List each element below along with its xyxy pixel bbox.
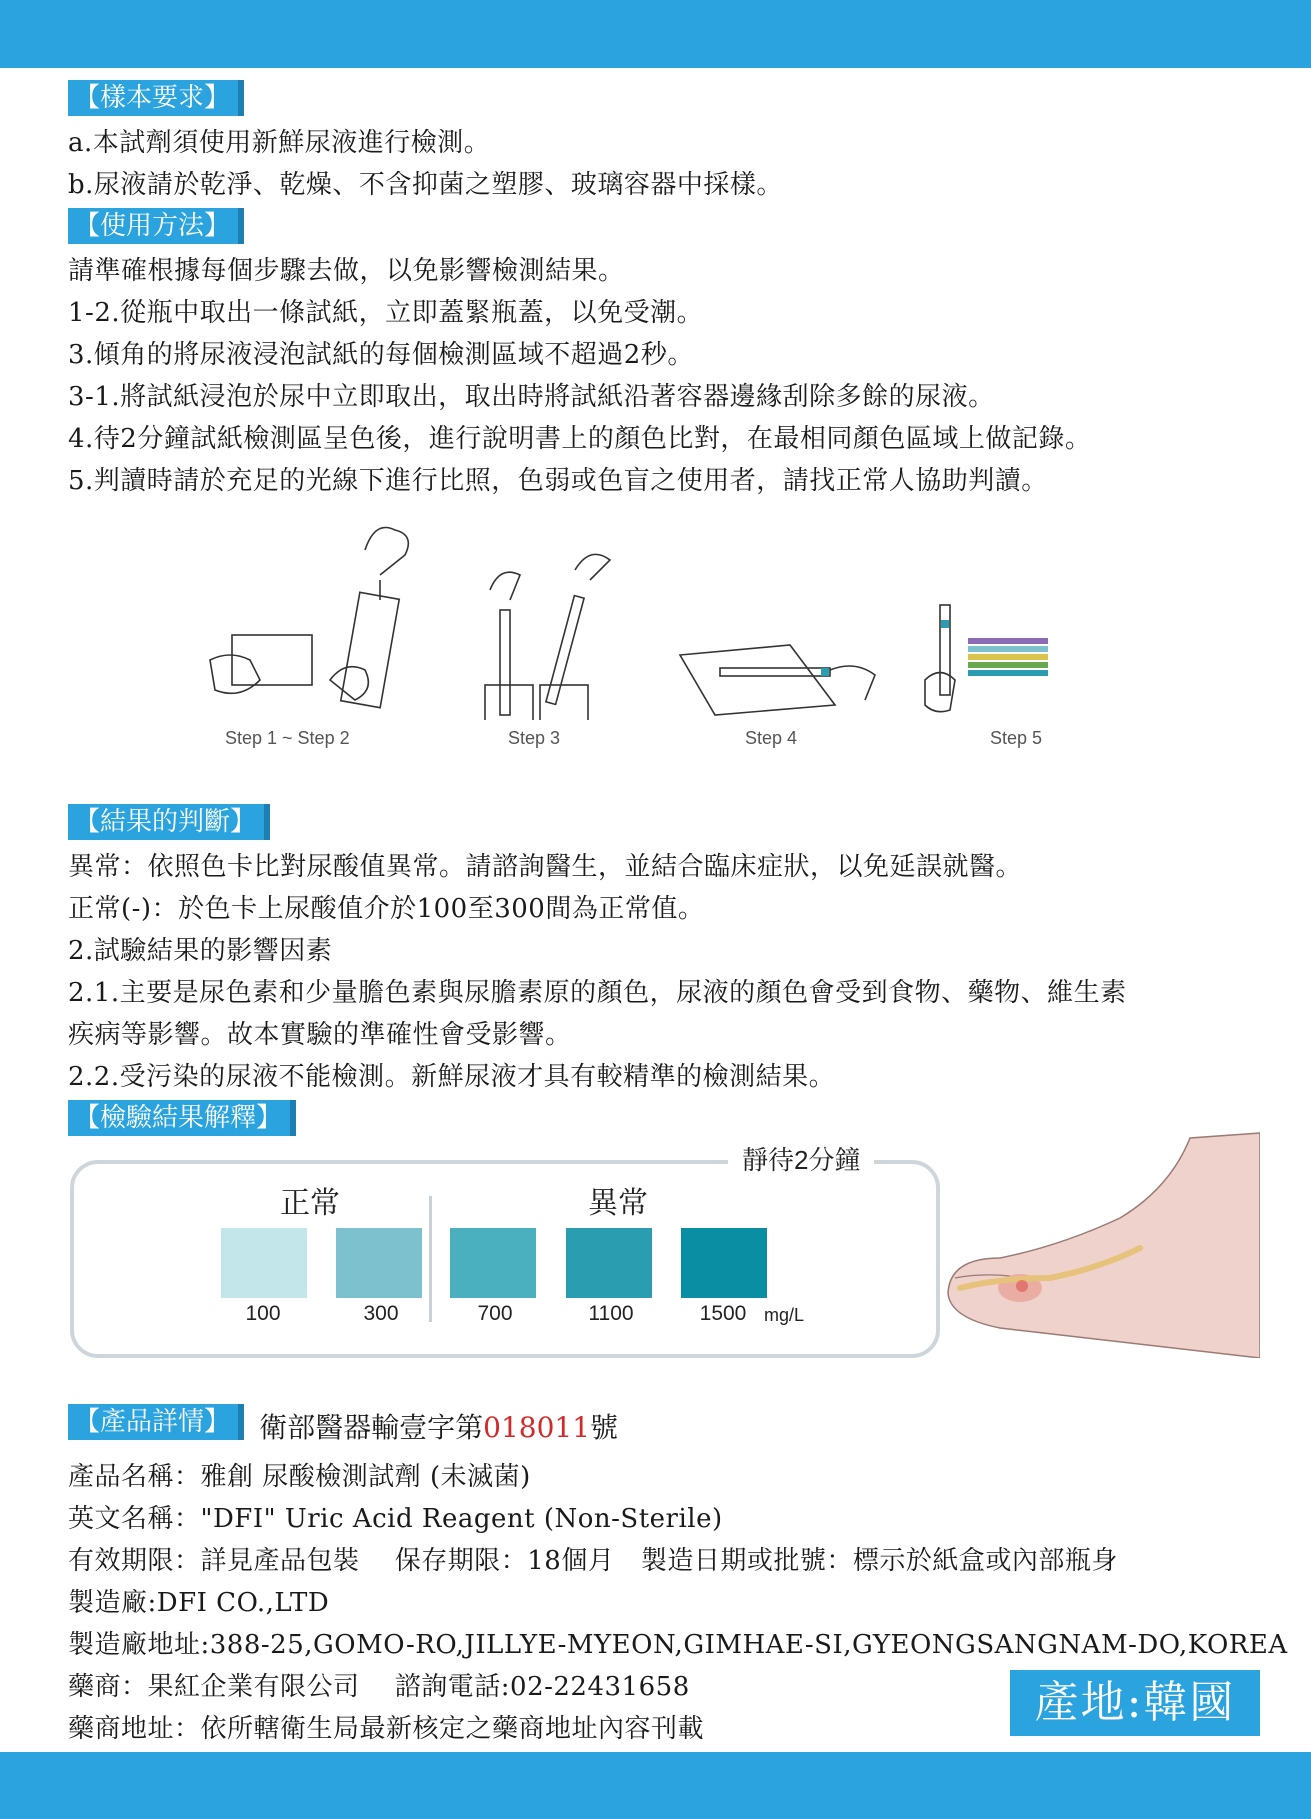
- section-title-usage: 【使用方法】: [68, 208, 244, 244]
- steps-illustration: [200, 510, 1100, 760]
- step-caption: Step 1 ~ Step 2: [225, 728, 350, 748]
- usage-line: 請準確根據每個步驟去做，以免影響檢測結果。: [68, 256, 625, 286]
- wait-label: 靜待2分鐘: [728, 1140, 874, 1180]
- usage-line: 3.傾角的將尿液浸泡試紙的每個檢測區域不超過2秒。: [68, 340, 694, 370]
- divider: [429, 1196, 432, 1322]
- swatch-value: 1500: [699, 1302, 747, 1325]
- section-title-judge: 【結果的判斷】: [68, 804, 270, 840]
- abnormal-label: 異常: [588, 1187, 648, 1220]
- product-line: 藥商：果紅企業有限公司 諮詢電話:02-22431658: [68, 1672, 690, 1702]
- hand-icon: [210, 655, 260, 693]
- section-title-interpret: 【檢驗結果解釋】: [68, 1100, 296, 1136]
- top-banner: [0, 0, 1311, 68]
- origin-badge: 產地:韓國: [1010, 1670, 1260, 1736]
- hand-icon: [830, 666, 875, 700]
- swatch-value: 700: [477, 1302, 513, 1325]
- hand-icon: [490, 572, 520, 600]
- document-body: [68, 78, 1288, 1750]
- usage-line: 4.待2分鐘試紙檢測區呈色後，進行說明書上的顏色比對，在最相同顏色區域上做記錄。: [68, 424, 1092, 454]
- registration-number: [259, 1406, 618, 1446]
- judge-line: 2.試驗結果的影響因素: [68, 936, 333, 966]
- judge-line: 異常：依照色卡比對尿酸值異常。請諮詢醫生，並結合臨床症狀，以免延誤就醫。: [68, 852, 1023, 882]
- product-line: 英文名稱："DFI" Uric Acid Reagent (Non-Sterile): [68, 1504, 723, 1534]
- color-swatch: [450, 1228, 536, 1298]
- section-title-sample: 【樣本要求】: [68, 80, 244, 116]
- color-swatch: [221, 1228, 307, 1298]
- step-caption: Step 3: [508, 728, 561, 748]
- sample-line: a.本試劑須使用新鮮尿液進行檢測。: [68, 128, 491, 158]
- bottom-banner: [0, 1752, 1311, 1819]
- strip-icon: [500, 610, 510, 715]
- reg-number: 018011: [483, 1410, 591, 1444]
- swatch-value: 1100: [588, 1302, 634, 1325]
- swatch-value: 100: [245, 1302, 281, 1325]
- hand-icon: [365, 528, 408, 576]
- hand-icon: [575, 554, 610, 580]
- strip-icon: [546, 596, 584, 705]
- hand-icon: [330, 667, 368, 700]
- test-card-icon: [232, 635, 312, 685]
- bottle-icon: [341, 592, 399, 707]
- normal-label: 正常: [280, 1187, 340, 1220]
- usage-line: 5.判讀時請於充足的光線下進行比照，色弱或色盲之使用者，請找正常人協助判讀。: [68, 466, 1048, 496]
- judge-line: 2.1.主要是尿色素和少量膽色素與尿膽素原的顏色，尿液的顏色會受到食物、藥物、維生素: [68, 978, 1127, 1008]
- step-caption: Step 5: [990, 728, 1043, 748]
- color-swatch: [566, 1228, 652, 1298]
- product-header: [68, 1402, 1268, 1446]
- reg-prefix: 衛部醫器輸壹字第: [259, 1410, 484, 1444]
- step-caption: Step 4: [745, 728, 798, 748]
- color-chart-icon: [968, 638, 1048, 676]
- swatch-value: 300: [363, 1302, 399, 1325]
- section-title-product: 【產品詳情】: [68, 1404, 244, 1440]
- paper-icon: [680, 645, 835, 715]
- judge-line: 2.2.受污染的尿液不能檢測。新鮮尿液才具有較精準的檢測結果。: [68, 1062, 836, 1092]
- sample-line: b.尿液請於乾淨、乾燥、不含抑菌之塑膠、玻璃容器中採樣。: [68, 170, 783, 200]
- judge-line: 正常(-)：於色卡上尿酸值介於100至300間為正常值。: [68, 894, 705, 924]
- product-line: 製造廠:DFI CO.,LTD: [68, 1588, 330, 1618]
- product-line: 製造廠地址:388-25,GOMO-RO,JILLYE-MYEON,GIMHAE-SI,GYEONGSANGNAM-DO,KOREA: [68, 1630, 1288, 1660]
- product-line: 有效期限：詳見產品包裝 保存期限：18個月 製造日期或批號：標示於紙盒或內部瓶身: [68, 1546, 1118, 1576]
- steps-drawing: [200, 510, 1100, 720]
- unit-label: mg/L: [764, 1305, 805, 1325]
- color-swatch: [336, 1228, 422, 1298]
- strip-icon: [940, 605, 950, 695]
- strip-icon: [720, 668, 830, 676]
- judge-line: 疾病等影響。故本實驗的準確性會受影響。: [68, 1020, 572, 1050]
- usage-line: 3-1.將試紙浸泡於尿中立即取出，取出時將試紙沿著容器邊緣刮除多餘的尿液。: [68, 382, 995, 412]
- foot-illustration: [940, 1128, 1260, 1358]
- usage-line: 1-2.從瓶中取出一條試紙，立即蓋緊瓶蓋，以免受潮。: [68, 298, 704, 328]
- product-line: 藥商地址：依所轄衛生局最新核定之藥商地址內容刊載: [68, 1714, 705, 1744]
- product-line: 產品名稱：雅創 尿酸檢測試劑 (未滅菌): [68, 1462, 531, 1492]
- reg-suffix: 號: [590, 1410, 619, 1444]
- color-swatch: [681, 1228, 767, 1298]
